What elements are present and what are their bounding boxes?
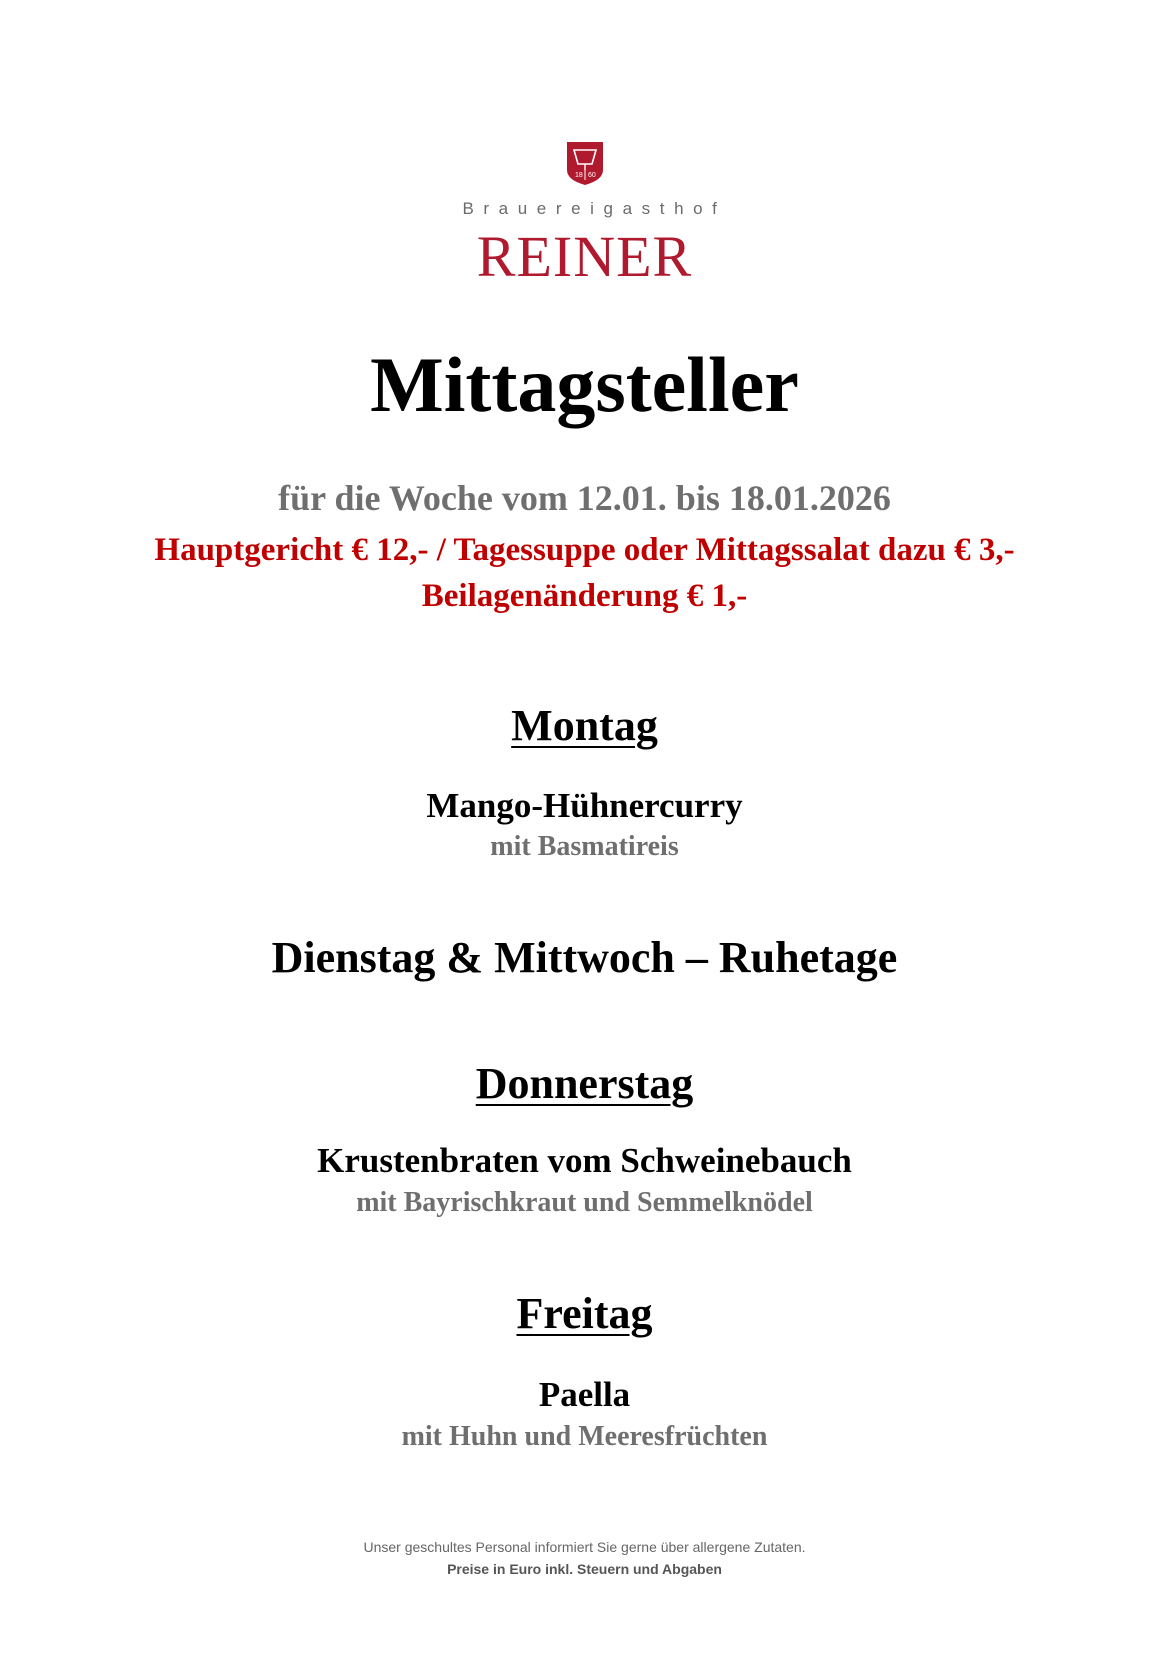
allergen-note: Unser geschultes Personal informiert Sie gerne über allergene Zutaten. — [363, 1539, 806, 1555]
day-heading-friday: Freitag — [516, 1289, 653, 1338]
dish-friday: Paella — [538, 1375, 631, 1414]
dish-monday: Mango-Hühnercurry — [426, 786, 743, 825]
brewery-crest-logo — [565, 140, 605, 186]
crest-year-left: 18 — [575, 172, 583, 179]
dish-thursday: Krustenbraten vom Schweinebauch — [317, 1141, 852, 1180]
week-range: für die Woche vom 12.01. bis 18.01.2026 — [278, 478, 891, 518]
crest-year-right: 60 — [588, 172, 596, 179]
side-monday: mit Basmatireis — [490, 831, 679, 862]
price-line-side-change: Beilagenänderung € 1,- — [421, 578, 748, 614]
day-heading-thursday: Donnerstag — [475, 1059, 694, 1108]
side-thursday: mit Bayrischkraut und Semmelknödel — [356, 1187, 813, 1218]
logo-name: REINER — [476, 224, 693, 289]
logo-subtitle: Brauereigasthof — [462, 199, 727, 218]
price-note: Preise in Euro inkl. Steuern und Abgaben — [447, 1561, 722, 1577]
price-line-main: Hauptgericht € 12,- / Tagessuppe oder Mittagssalat dazu € 3,- — [154, 532, 1015, 568]
day-heading-monday: Montag — [511, 701, 658, 750]
side-friday: mit Huhn und Meeresfrüchten — [401, 1421, 768, 1452]
page-title: Mittagsteller — [370, 341, 799, 428]
closed-days-notice: Dienstag & Mittwoch – Ruhetage — [271, 933, 898, 982]
